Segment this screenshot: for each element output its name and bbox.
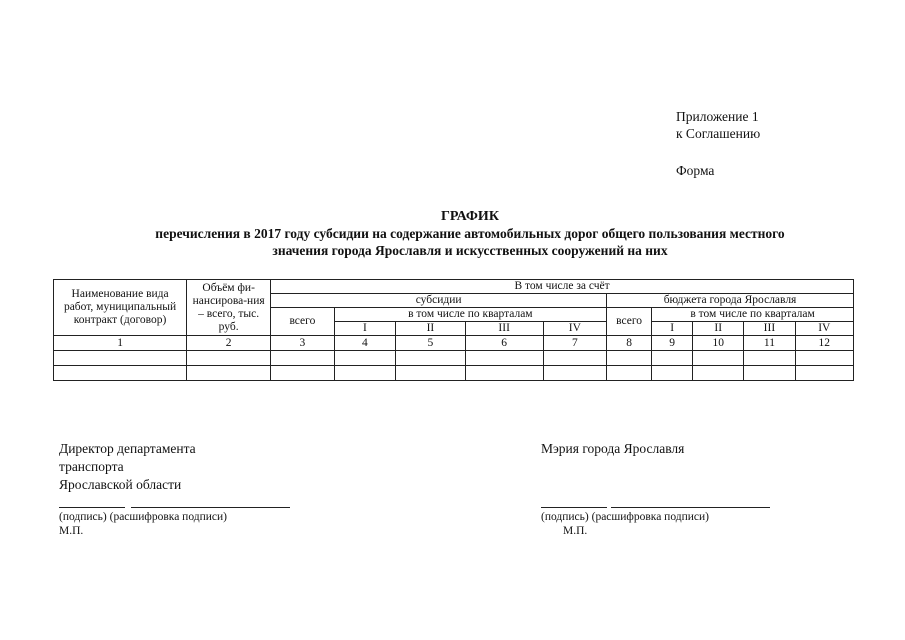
header-budget-q1: I bbox=[652, 322, 693, 336]
column-number-row bbox=[54, 336, 854, 351]
table-cell bbox=[795, 351, 853, 366]
payment-schedule-table bbox=[53, 279, 854, 381]
signature-line bbox=[541, 507, 607, 508]
table-cell bbox=[334, 351, 395, 366]
document-title: ГРАФИК bbox=[441, 209, 499, 224]
signatory-title-line2: транспорта bbox=[59, 459, 124, 474]
header-subsidy-q4: IV bbox=[543, 322, 607, 336]
table-cell bbox=[187, 351, 271, 366]
signature-decode-line bbox=[131, 507, 290, 508]
header-funding-volume: Объём фи-нансирова-ния – всего, тыс. руб. bbox=[187, 280, 271, 336]
table-cell bbox=[54, 351, 187, 366]
document-subtitle-line1: перечисления в 2017 году субсидии на содержание автомобильных дорог общего пользования местного bbox=[155, 226, 785, 241]
header-city-budget: бюджета города Ярославля bbox=[607, 294, 854, 308]
table-cell bbox=[693, 351, 744, 366]
column-number: 5 bbox=[396, 336, 466, 351]
column-number: 11 bbox=[744, 336, 795, 351]
appendix-number: Приложение 1 bbox=[676, 109, 759, 124]
appendix-block bbox=[676, 108, 760, 179]
table-row bbox=[54, 366, 854, 381]
table-cell bbox=[465, 351, 543, 366]
header-subsidy-quarters: в том числе по кварталам bbox=[334, 308, 606, 322]
stamp-label-right: М.П. bbox=[563, 525, 588, 537]
table-cell bbox=[271, 351, 335, 366]
table-cell bbox=[607, 351, 652, 366]
column-number: 9 bbox=[652, 336, 693, 351]
table-cell bbox=[334, 366, 395, 381]
signatory-title-line1: Директор департамента bbox=[59, 441, 196, 456]
signature-decode-line bbox=[611, 507, 770, 508]
table-cell bbox=[187, 366, 271, 381]
header-budget-q3: III bbox=[744, 322, 795, 336]
header-subsidy-q3: III bbox=[465, 322, 543, 336]
document-title-block bbox=[40, 208, 900, 259]
header-subsidy: субсидии bbox=[271, 294, 607, 308]
table-cell bbox=[465, 366, 543, 381]
signature-block-left bbox=[59, 440, 196, 494]
header-subsidy-q2: II bbox=[396, 322, 466, 336]
signature-caption-right: (подпись) (расшифровка подписи) bbox=[541, 511, 710, 523]
document-subtitle-line2: значения города Ярославля и искусственных сооружений на них bbox=[272, 243, 668, 258]
signature-block-right bbox=[541, 440, 684, 458]
table-cell bbox=[652, 366, 693, 381]
header-budget-quarters: в том числе по кварталам bbox=[652, 308, 854, 322]
column-number: 7 bbox=[543, 336, 607, 351]
appendix-agreement-ref: к Соглашению bbox=[676, 126, 761, 141]
signatory-title-line3: Ярославской области bbox=[59, 477, 182, 492]
table-cell bbox=[543, 351, 607, 366]
table-cell bbox=[652, 351, 693, 366]
table-cell bbox=[607, 366, 652, 381]
column-number: 2 bbox=[187, 336, 271, 351]
header-subsidy-q1: I bbox=[334, 322, 395, 336]
table-row bbox=[54, 351, 854, 366]
column-number: 6 bbox=[465, 336, 543, 351]
header-budget-total: всего bbox=[607, 308, 652, 336]
stamp-label-left: М.П. bbox=[59, 525, 84, 537]
form-label: Форма bbox=[676, 163, 715, 178]
column-number: 8 bbox=[607, 336, 652, 351]
table-cell bbox=[744, 366, 795, 381]
signature-line bbox=[59, 507, 125, 508]
column-number: 3 bbox=[271, 336, 335, 351]
table-cell bbox=[693, 366, 744, 381]
table-cell bbox=[744, 351, 795, 366]
header-work-type: Наименование вида работ, муниципальный контракт (договор) bbox=[54, 280, 187, 336]
column-number: 1 bbox=[54, 336, 187, 351]
table-cell bbox=[795, 366, 853, 381]
signatory-org-name: Мэрия города Ярославля bbox=[541, 441, 685, 456]
column-number: 10 bbox=[693, 336, 744, 351]
table-cell bbox=[271, 366, 335, 381]
table-cell bbox=[543, 366, 607, 381]
header-budget-q4: IV bbox=[795, 322, 853, 336]
column-number: 12 bbox=[795, 336, 853, 351]
column-number: 4 bbox=[334, 336, 395, 351]
header-including-from: В том числе за счёт bbox=[271, 280, 854, 294]
table-cell bbox=[396, 366, 466, 381]
header-budget-q2: II bbox=[693, 322, 744, 336]
table-cell bbox=[396, 351, 466, 366]
signature-caption-left: (подпись) (расшифровка подписи) bbox=[59, 511, 228, 523]
header-subsidy-total: всего bbox=[271, 308, 335, 336]
table-cell bbox=[54, 366, 187, 381]
